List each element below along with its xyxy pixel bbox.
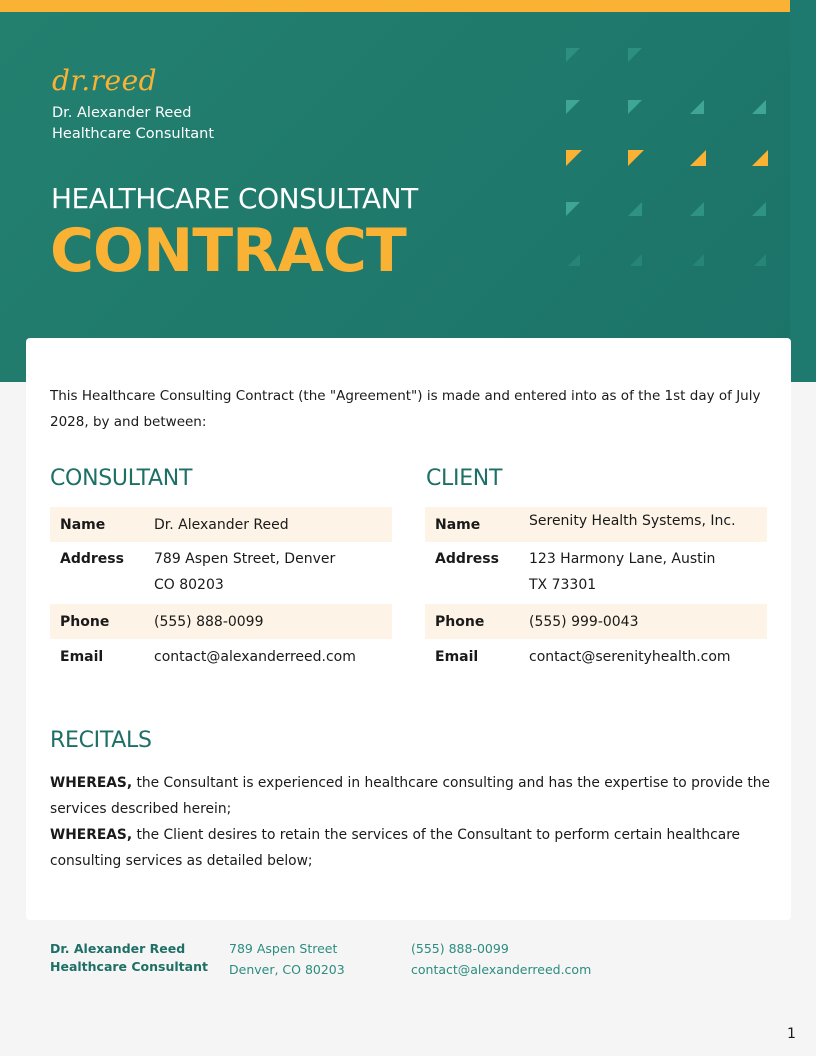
footer-identity xyxy=(50,940,208,976)
table-row xyxy=(50,542,392,604)
client-email-value: contact@serenityhealth.com xyxy=(529,648,731,665)
recital-text: the Consultant is experienced in healthcare consulting and has the expertise to provide the services described herein; xyxy=(50,775,770,817)
footer-address xyxy=(229,938,345,980)
consultant-email-label: Email xyxy=(60,648,104,665)
consultant-table xyxy=(50,507,392,674)
table-row xyxy=(50,604,392,639)
table-row xyxy=(425,604,767,639)
consultant-address-line2: CO 80203 xyxy=(154,577,224,593)
client-phone-label: Phone xyxy=(435,613,485,630)
top-accent-bar xyxy=(0,0,790,12)
page-number: 1 xyxy=(787,1026,796,1042)
footer-name: Dr. Alexander Reed xyxy=(50,941,186,956)
footer-email: contact@alexanderreed.com xyxy=(411,962,592,977)
doc-subtitle: HEALTHCARE CONSULTANT xyxy=(51,182,418,215)
recitals-heading: RECITALS xyxy=(50,728,152,753)
client-name-value: Serenity Health Systems, Inc. xyxy=(529,513,736,529)
consultant-phone-label: Phone xyxy=(60,613,110,630)
footer-phone: (555) 888-0099 xyxy=(411,941,509,956)
client-phone-value: (555) 999-0043 xyxy=(529,613,639,630)
consultant-address-label: Address xyxy=(60,551,124,567)
footer-city: Denver, CO 80203 xyxy=(229,962,345,977)
consultant-name-value: Dr. Alexander Reed xyxy=(154,516,289,533)
triangle-pattern-icon xyxy=(560,42,780,282)
client-email-label: Email xyxy=(435,648,479,665)
header-role: Healthcare Consultant xyxy=(52,126,215,142)
footer-street: 789 Aspen Street xyxy=(229,941,338,956)
table-row xyxy=(50,507,392,542)
client-address-label: Address xyxy=(435,551,499,567)
footer-contact xyxy=(411,938,591,980)
header-name: Dr. Alexander Reed xyxy=(52,105,192,121)
consultant-heading: CONSULTANT xyxy=(50,466,193,491)
consultant-address-line1: 789 Aspen Street, Denver xyxy=(154,551,336,567)
client-name-label: Name xyxy=(435,516,481,533)
recital-lead: WHEREAS, xyxy=(50,775,133,791)
contract-card xyxy=(26,338,791,920)
recital-text: the Client desires to retain the services of the Consultant to perform certain healthcare consulting services as detailed below; xyxy=(50,827,741,869)
doc-title: CONTRACT xyxy=(50,216,406,286)
client-address-line1: 123 Harmony Lane, Austin xyxy=(529,551,716,567)
consultant-phone-value: (555) 888-0099 xyxy=(154,613,264,630)
recital-lead: WHEREAS, xyxy=(50,827,133,843)
logo-signature: dr.reed xyxy=(52,64,158,97)
table-row xyxy=(425,639,767,674)
recital-item xyxy=(50,770,770,822)
consultant-name-label: Name xyxy=(60,516,106,533)
recital-item xyxy=(50,822,770,874)
recitals-body xyxy=(50,770,770,874)
client-table xyxy=(425,507,767,674)
consultant-email-value: contact@alexanderreed.com xyxy=(154,648,356,665)
table-row xyxy=(50,639,392,674)
client-heading: CLIENT xyxy=(426,466,503,491)
consultant-address-value xyxy=(154,546,392,604)
header-banner xyxy=(0,12,790,382)
header-identity xyxy=(52,103,214,145)
table-row xyxy=(425,542,767,604)
intro-paragraph: This Healthcare Consulting Contract (the "Agreement") is made and entered into as of the 1st day of July 2028, by and between: xyxy=(50,388,761,430)
client-address-line2: TX 73301 xyxy=(529,577,597,593)
table-row xyxy=(425,507,767,542)
footer-role: Healthcare Consultant xyxy=(50,959,208,974)
client-address-value xyxy=(529,546,767,604)
right-accent-strip xyxy=(790,0,816,382)
